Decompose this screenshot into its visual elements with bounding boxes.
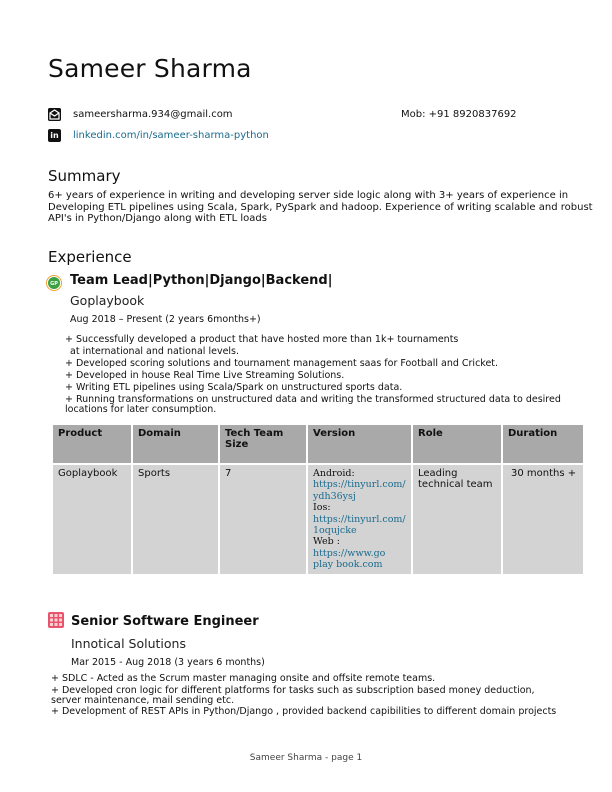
team-size-cell: 7 (220, 465, 306, 574)
job-bullets (65, 334, 561, 415)
company-logo-icon (48, 612, 64, 628)
bullet-item: server maintenance, mail sending etc. (51, 695, 235, 706)
version-cell (308, 465, 411, 574)
svg-text:GP: GP (50, 281, 58, 287)
bullet-item: + Developed scoring solutions and tournament management saas for Football and Cricket. (65, 358, 499, 369)
column-header: Domain (133, 425, 218, 463)
page-footer: Sameer Sharma - page 1 (249, 753, 363, 763)
bullet-item: + Running transformations on unstructured data and writing the transformed structured data to desired (65, 394, 561, 405)
company-name: Innotical Solutions (71, 636, 186, 651)
android-link[interactable]: https://tinyurl.com/ ydh36ysj (313, 479, 406, 502)
linkedin-link[interactable]: linkedin.com/in/sameer-sharma-python (73, 130, 269, 141)
web-label: Web : (313, 536, 340, 548)
table-row (53, 465, 583, 574)
domain-cell: Sports (133, 465, 218, 574)
column-header: Version (308, 425, 411, 463)
ios-link[interactable]: https://tinyurl.com/ 1oqujcke (313, 513, 406, 537)
column-header: Product (53, 425, 131, 463)
summary-line: 6+ years of experience in writing and developing server side logic along with 3+ years of experience in (48, 190, 569, 201)
job-dates: Aug 2018 – Present (2 years 6months+) (70, 314, 261, 325)
bullet-item: + Writing ETL pipelines using Scala/Spark on unstructured sports data. (65, 382, 403, 393)
job-bullets (51, 673, 556, 718)
web-link[interactable]: https://www.goplay book.com (313, 547, 386, 571)
candidate-name: Sameer Sharma (48, 54, 252, 83)
role-cell: Leading technical team (413, 465, 501, 574)
bullet-item: + Developed in house Real Time Live Streaming Solutions. (65, 370, 345, 381)
summary-heading: Summary (48, 167, 121, 185)
job-title: Senior Software Engineer (71, 614, 259, 629)
android-label: Android: (313, 468, 355, 479)
goplaybook-logo-icon (46, 275, 62, 291)
bullet-item: at international and national levels. (70, 346, 240, 357)
bullet-item: + Development of REST APIs in Python/Django , provided backend capibilities to different domain projects (51, 706, 557, 717)
product-cell: Goplaybook (53, 465, 131, 574)
summary-line: Developing ETL pipelines using Scala, Spark, PySpark and hadoop. Experience of writing scalable and robust (48, 201, 593, 213)
table-header-row (53, 425, 583, 463)
column-header: Tech Team Size (220, 425, 306, 463)
job-title: Team Lead|Python|Django|Backend| (70, 273, 333, 288)
bullet-item: + Developed cron logic for different platforms for tasks such as subscription based money deduction, (51, 684, 535, 696)
duration-cell: 30 months + (503, 465, 583, 574)
column-header: Duration (503, 425, 583, 463)
mobile-number: Mob: +91 8920837692 (401, 109, 517, 120)
bullet-item: + SDLC - Acted as the Scrum master managing onsite and offsite remote teams. (51, 673, 436, 684)
experience-heading: Experience (48, 248, 132, 266)
column-header: Role (413, 425, 501, 463)
summary-line: API's in Python/Django along with ETL loads (48, 213, 267, 225)
product-table (51, 423, 585, 576)
linkedin-icon: in (48, 129, 61, 142)
ios-label: Ios: (313, 502, 331, 514)
bullet-item: locations for later consumption. (65, 404, 217, 415)
bullet-item: + Successfully developed a product that have hosted more than 1k+ tournaments (65, 334, 459, 345)
summary-text (48, 190, 593, 225)
email-link[interactable]: sameersharma.934@gmail.com (73, 109, 233, 120)
company-name: Goplaybook (70, 293, 145, 308)
envelope-icon (48, 108, 61, 121)
job-dates: Mar 2015 - Aug 2018 (3 years 6 months) (71, 657, 265, 668)
